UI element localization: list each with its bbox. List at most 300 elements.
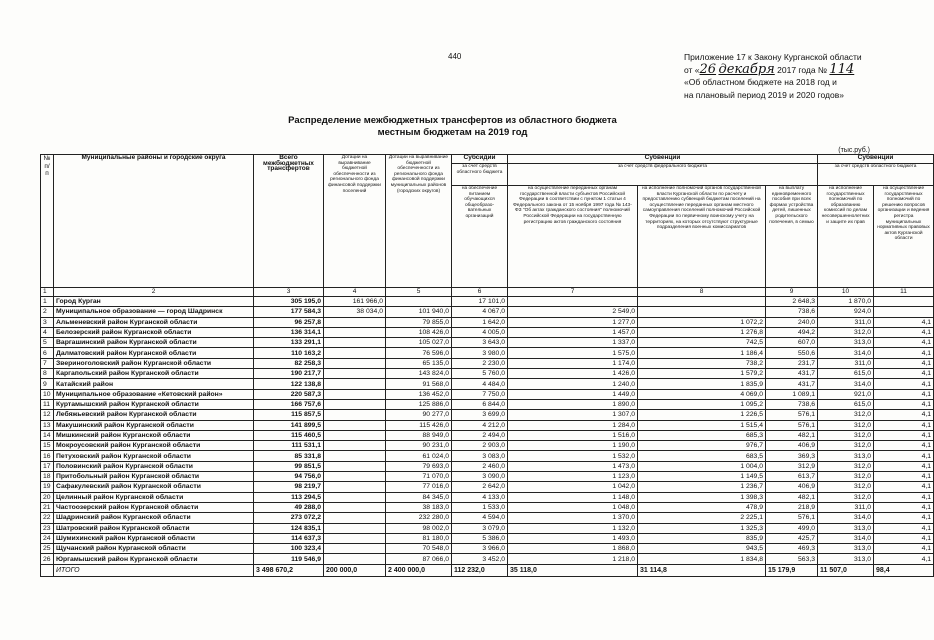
row-value-c11 [874, 297, 934, 307]
row-value-c7: 1 240,0 [508, 379, 638, 389]
header-grant-districts: Дотации на выравнивание бюджетной обеспеченности из регионального фонда финансовой поддержки муниципальных районов (городских округов) [386, 155, 452, 288]
row-value-c10: 312,0 [818, 472, 874, 482]
row-number: 7 [41, 358, 54, 368]
row-value-c5: 88 949,0 [386, 430, 452, 440]
row-value-c11: 4,1 [874, 389, 934, 399]
table-row [41, 420, 934, 430]
row-value-c9: 406,9 [766, 482, 818, 492]
table-row [41, 297, 934, 307]
row-value-c11: 4,1 [874, 533, 934, 543]
row-value-c8: 1 186,4 [638, 348, 766, 358]
row-value-c3: 110 163,2 [254, 348, 324, 358]
row-value-c11: 4,1 [874, 369, 934, 379]
row-municipality: Половинский район Курганской области [54, 461, 254, 471]
row-value-c3: 133 291,1 [254, 338, 324, 348]
row-value-c5: 232 280,0 [386, 513, 452, 523]
row-value-c3: 98 219,7 [254, 482, 324, 492]
row-value-c3: 85 331,8 [254, 451, 324, 461]
page-number: 440 [448, 52, 462, 61]
row-value-c7: 1 493,0 [508, 533, 638, 543]
row-value-c11: 4,1 [874, 544, 934, 554]
row-value-c10: 312,0 [818, 441, 874, 451]
row-value-c6: 4 067,0 [452, 307, 508, 317]
row-value-c8: 976,7 [638, 441, 766, 451]
table-row [41, 523, 934, 533]
row-value-c3: 305 195,0 [254, 297, 324, 307]
row-number: 23 [41, 523, 54, 533]
row-value-c5: 91 568,0 [386, 379, 452, 389]
row-value-c6: 4 594,0 [452, 513, 508, 523]
table-row [41, 399, 934, 409]
table-row [41, 544, 934, 554]
row-value-c11: 4,1 [874, 441, 934, 451]
row-value-c3: 122 138,8 [254, 379, 324, 389]
row-value-c7: 1 042,0 [508, 482, 638, 492]
row-value-c10: 615,0 [818, 369, 874, 379]
header-subsidies: Субсидии [452, 155, 508, 164]
row-value-c7: 1 190,0 [508, 441, 638, 451]
row-value-c10: 311,0 [818, 358, 874, 368]
row-value-c4 [324, 482, 386, 492]
row-value-c4 [324, 399, 386, 409]
row-value-c5: 79 693,0 [386, 461, 452, 471]
column-number: 5 [386, 288, 452, 297]
column-number-row [41, 288, 934, 297]
annex-header [684, 51, 862, 101]
column-number: 1 [41, 288, 54, 297]
column-number: 8 [638, 288, 766, 297]
row-value-c8: 4 069,0 [638, 389, 766, 399]
row-value-c4 [324, 379, 386, 389]
total-c10: 11 507,0 [818, 564, 874, 576]
row-value-c9: 240,0 [766, 317, 818, 327]
header-name: Муниципальные районы и городские округа [54, 155, 254, 288]
row-value-c8: 1 834,8 [638, 554, 766, 564]
table-row [41, 441, 934, 451]
row-value-c11: 4,1 [874, 317, 934, 327]
title-line2: местным бюджетам на 2019 год [377, 127, 528, 138]
row-value-c5: 115 426,0 [386, 420, 452, 430]
row-value-c6: 2 494,0 [452, 430, 508, 440]
column-number: 10 [818, 288, 874, 297]
row-value-c10: 313,0 [818, 338, 874, 348]
row-value-c11: 4,1 [874, 379, 934, 389]
row-value-c3: 115 857,5 [254, 410, 324, 420]
row-number: 26 [41, 554, 54, 564]
row-municipality: Юргамышский район Курганской области [54, 554, 254, 564]
table-row [41, 307, 934, 317]
row-value-c9: 738,6 [766, 399, 818, 409]
row-value-c10: 312,0 [818, 410, 874, 420]
row-value-c6: 2 460,0 [452, 461, 508, 471]
row-value-c4 [324, 369, 386, 379]
header-col6: на обеспечение питанием обучающихся общеобразо-вательных организаций [452, 186, 508, 288]
row-value-c4 [324, 461, 386, 471]
row-value-c6: 4 133,0 [452, 492, 508, 502]
row-value-c3: 190 217,7 [254, 369, 324, 379]
row-value-c3: 111 531,1 [254, 441, 324, 451]
row-value-c7: 1 174,0 [508, 358, 638, 368]
transfers-table [40, 154, 934, 577]
row-value-c5: 77 016,0 [386, 482, 452, 492]
row-number: 17 [41, 461, 54, 471]
table-row [41, 389, 934, 399]
row-value-c10: 314,0 [818, 379, 874, 389]
row-value-c5: 143 824,0 [386, 369, 452, 379]
row-value-c11: 4,1 [874, 327, 934, 337]
row-value-c4 [324, 492, 386, 502]
row-value-c3: 177 584,3 [254, 307, 324, 317]
row-value-c5: 76 596,0 [386, 348, 452, 358]
row-value-c9: 576,1 [766, 513, 818, 523]
annex-line2 [684, 61, 862, 77]
row-municipality: Шатровский район Курганской области [54, 523, 254, 533]
row-value-c6: 4 484,0 [452, 379, 508, 389]
row-value-c3: 113 294,5 [254, 492, 324, 502]
header-col9: на выплату единовременного пособия при всех формах устройства детей, лишенных родительского попечения, в семью [766, 186, 818, 288]
row-value-c10: 615,0 [818, 399, 874, 409]
row-value-c10: 921,0 [818, 389, 874, 399]
row-municipality: Сафакулевский район Курганской области [54, 482, 254, 492]
row-value-c7: 1 284,0 [508, 420, 638, 430]
annex-date-prefix: от « [684, 64, 700, 75]
row-value-c7: 1 370,0 [508, 513, 638, 523]
row-value-c3: 220 587,3 [254, 389, 324, 399]
header-subventions-regional-source: за счет средств областного бюджета [818, 164, 934, 186]
row-value-c11: 4,1 [874, 554, 934, 564]
row-municipality: Варгашинский район Курганской области [54, 338, 254, 348]
row-value-c3: 124 835,1 [254, 523, 324, 533]
row-value-c3: 166 757,6 [254, 399, 324, 409]
row-value-c11: 4,1 [874, 472, 934, 482]
row-municipality: Щучанский район Курганской области [54, 544, 254, 554]
row-number: 12 [41, 410, 54, 420]
header-col11: на осуществление государственных полномочий по решению вопросов организации и ведения регистра муниципальных нормативных правовых актов Курганской области [874, 186, 934, 288]
column-number: 11 [874, 288, 934, 297]
row-value-c8: 1 515,4 [638, 420, 766, 430]
row-value-c11: 4,1 [874, 513, 934, 523]
row-value-c4 [324, 472, 386, 482]
row-municipality: Мишкинский район Курганской области [54, 430, 254, 440]
row-value-c4 [324, 317, 386, 327]
row-value-c6: 3 083,0 [452, 451, 508, 461]
row-value-c4 [324, 420, 386, 430]
row-value-c8: 943,5 [638, 544, 766, 554]
annex-law-number: 114 [829, 61, 855, 77]
row-value-c9: 550,6 [766, 348, 818, 358]
row-value-c4 [324, 389, 386, 399]
total-c6: 112 232,0 [452, 564, 508, 576]
row-value-c10: 312,0 [818, 461, 874, 471]
column-number: 6 [452, 288, 508, 297]
row-value-c11: 4,1 [874, 482, 934, 492]
row-value-c5: 87 066,0 [386, 554, 452, 564]
column-number: 9 [766, 288, 818, 297]
row-number: 20 [41, 492, 54, 502]
row-value-c10: 312,0 [818, 482, 874, 492]
row-municipality: Звериноголовский район Курганской области [54, 358, 254, 368]
row-value-c8: 478,9 [638, 502, 766, 512]
header-subsidies-source: за счет средств областного бюджета [452, 164, 508, 186]
header-col8: на исполнение полномочий органов государственной власти Курганской области по расчету и предоставлению субвенций бюджетам поселений на осуществление переданных органам местного самоуправления поселений полномочий Российской Федерации по первичному воинскому учету на территориях, на которых отсутствуют структурные подразделения военных комиссариатов [638, 186, 766, 288]
row-municipality: Муниципальное образование — город Шадринск [54, 307, 254, 317]
row-value-c10: 314,0 [818, 533, 874, 543]
row-number: 6 [41, 348, 54, 358]
column-number: 7 [508, 288, 638, 297]
total-c5: 2 400 000,0 [386, 564, 452, 576]
total-c9: 15 179,9 [766, 564, 818, 576]
row-value-c11: 4,1 [874, 502, 934, 512]
row-value-c5: 90 277,0 [386, 410, 452, 420]
row-value-c8: 1 325,3 [638, 523, 766, 533]
row-value-c5: 65 135,0 [386, 358, 452, 368]
annex-month: декабря [718, 61, 775, 77]
row-value-c3: 100 323,4 [254, 544, 324, 554]
row-value-c4 [324, 533, 386, 543]
row-municipality: Шумихинский район Курганской области [54, 533, 254, 543]
row-value-c8: 683,5 [638, 451, 766, 461]
table-row [41, 338, 934, 348]
row-municipality: Каргапольский район Курганской области [54, 369, 254, 379]
row-value-c4 [324, 502, 386, 512]
row-value-c9: 738,6 [766, 307, 818, 317]
row-value-c8: 1 236,7 [638, 482, 766, 492]
row-value-c10: 314,0 [818, 513, 874, 523]
row-value-c7: 1 132,0 [508, 523, 638, 533]
row-value-c6: 3 079,0 [452, 523, 508, 533]
row-value-c5: 136 452,0 [386, 389, 452, 399]
row-value-c4: 38 034,0 [324, 307, 386, 317]
row-number: 16 [41, 451, 54, 461]
table-row [41, 554, 934, 564]
row-value-c8: 835,9 [638, 533, 766, 543]
row-value-c7: 1 532,0 [508, 451, 638, 461]
row-value-c5: 70 548,0 [386, 544, 452, 554]
table-row [41, 327, 934, 337]
row-value-c9: 431,7 [766, 369, 818, 379]
row-value-c7: 2 549,0 [508, 307, 638, 317]
row-value-c6: 4 212,0 [452, 420, 508, 430]
row-value-c10: 313,0 [818, 451, 874, 461]
annex-line3: «Об областном бюджете на 2018 год и [684, 77, 837, 87]
table-row [41, 461, 934, 471]
row-value-c3: 141 899,5 [254, 420, 324, 430]
total-c3: 3 498 670,2 [254, 564, 324, 576]
header-grant-settlements: Дотации на выравнивание бюджетной обеспеченности из регионального фонда финансовой поддержки поселений [324, 155, 386, 288]
row-value-c4 [324, 441, 386, 451]
row-value-c5: 105 027,0 [386, 338, 452, 348]
row-value-c11: 4,1 [874, 461, 934, 471]
row-value-c8: 1 004,0 [638, 461, 766, 471]
row-value-c9: 431,7 [766, 379, 818, 389]
row-value-c9: 2 648,3 [766, 297, 818, 307]
row-value-c3: 119 546,9 [254, 554, 324, 564]
row-value-c3: 82 258,3 [254, 358, 324, 368]
row-value-c3: 94 756,0 [254, 472, 324, 482]
row-number: 9 [41, 379, 54, 389]
row-municipality: Альменевский район Курганской области [54, 317, 254, 327]
row-value-c9: 369,3 [766, 451, 818, 461]
row-value-c5: 61 024,0 [386, 451, 452, 461]
row-value-c8: 1 398,3 [638, 492, 766, 502]
row-value-c11: 4,1 [874, 338, 934, 348]
row-number: 5 [41, 338, 54, 348]
row-number: 10 [41, 389, 54, 399]
row-number: 13 [41, 420, 54, 430]
row-value-c4 [324, 327, 386, 337]
row-value-c6: 3 643,0 [452, 338, 508, 348]
row-value-c7: 1 307,0 [508, 410, 638, 420]
document-title [0, 115, 905, 139]
row-value-c9: 494,2 [766, 327, 818, 337]
column-number: 4 [324, 288, 386, 297]
row-value-c6: 2 903,0 [452, 441, 508, 451]
row-value-c3: 49 288,0 [254, 502, 324, 512]
units-label: (тыс.руб.) [838, 147, 870, 154]
row-value-c6: 6 844,0 [452, 399, 508, 409]
row-value-c8 [638, 307, 766, 317]
row-value-c10: 312,0 [818, 327, 874, 337]
row-value-c6: 1 642,0 [452, 317, 508, 327]
row-number: 2 [41, 307, 54, 317]
table-row [41, 492, 934, 502]
row-value-c7: 1 337,0 [508, 338, 638, 348]
row-municipality: Муниципальное образование «Кетовский район» [54, 389, 254, 399]
row-value-c7: 1 426,0 [508, 369, 638, 379]
row-number: 25 [41, 544, 54, 554]
row-value-c8: 1 276,8 [638, 327, 766, 337]
row-value-c5: 79 855,0 [386, 317, 452, 327]
row-number: 11 [41, 399, 54, 409]
header-num: № п/п [41, 155, 54, 288]
total-row [41, 564, 934, 576]
row-value-c8: 2 225,1 [638, 513, 766, 523]
row-value-c10: 312,0 [818, 420, 874, 430]
table-row [41, 513, 934, 523]
row-number: 14 [41, 430, 54, 440]
annex-day: 26 [699, 61, 717, 77]
row-municipality: Частоозерский район Курганской области [54, 502, 254, 512]
row-value-c5: 98 002,0 [386, 523, 452, 533]
row-municipality: Целинный район Курганской области [54, 492, 254, 502]
row-number: 18 [41, 472, 54, 482]
row-municipality: Петуховский район Курганской области [54, 451, 254, 461]
row-municipality: Белозерский район Курганской области [54, 327, 254, 337]
row-municipality: Притобольный район Курганской области [54, 472, 254, 482]
header-subventions-federal: Субвенции [508, 155, 818, 164]
table-row [41, 502, 934, 512]
title-line1: Распределение межбюджетных трансфертов из областного бюджета [288, 115, 617, 126]
row-value-c9: 425,7 [766, 533, 818, 543]
row-value-c7: 1 277,0 [508, 317, 638, 327]
row-value-c11: 4,1 [874, 451, 934, 461]
row-value-c9: 482,1 [766, 492, 818, 502]
header-col10: на исполнение государственных полномочий по образованию комиссий по делам несовершеннолетних и защите их прав [818, 186, 874, 288]
row-value-c9: 1 089,1 [766, 389, 818, 399]
row-number: 1 [41, 297, 54, 307]
row-value-c6: 3 090,0 [452, 472, 508, 482]
row-value-c6: 3 980,0 [452, 348, 508, 358]
row-value-c7: 1 218,0 [508, 554, 638, 564]
table-row [41, 358, 934, 368]
row-value-c5: 108 426,0 [386, 327, 452, 337]
header-total: Всего межбюджетных трансфертов [254, 155, 324, 288]
row-value-c10: 924,0 [818, 307, 874, 317]
row-value-c8: 1 835,9 [638, 379, 766, 389]
table-row [41, 410, 934, 420]
row-value-c9: 576,1 [766, 410, 818, 420]
row-value-c7: 1 048,0 [508, 502, 638, 512]
row-value-c7 [508, 297, 638, 307]
row-value-c6: 17 101,0 [452, 297, 508, 307]
row-value-c5: 90 231,0 [386, 441, 452, 451]
row-value-c10: 311,0 [818, 317, 874, 327]
row-value-c7: 1 868,0 [508, 544, 638, 554]
row-municipality: Мокроусовский район Курганской области [54, 441, 254, 451]
row-value-c5: 101 940,0 [386, 307, 452, 317]
row-value-c3: 96 257,8 [254, 317, 324, 327]
row-value-c9: 563,3 [766, 554, 818, 564]
row-value-c5: 71 070,0 [386, 472, 452, 482]
row-value-c3: 273 072,2 [254, 513, 324, 523]
row-value-c7: 1 516,0 [508, 430, 638, 440]
row-value-c8: 742,5 [638, 338, 766, 348]
row-value-c5: 38 183,0 [386, 502, 452, 512]
row-value-c7: 1 148,0 [508, 492, 638, 502]
row-value-c9: 482,1 [766, 430, 818, 440]
table-row [41, 472, 934, 482]
row-value-c10: 1 870,0 [818, 297, 874, 307]
row-value-c4: 161 966,0 [324, 297, 386, 307]
row-value-c6: 3 966,0 [452, 544, 508, 554]
row-value-c8: 738,2 [638, 358, 766, 368]
annex-year: 2017 года № [777, 64, 828, 75]
row-municipality: Шадринский район Курганской области [54, 513, 254, 523]
table-row [41, 451, 934, 461]
row-value-c7: 1 473,0 [508, 461, 638, 471]
annex-line1: Приложение 17 к Закону Курганской области [684, 52, 862, 62]
row-value-c7: 1 575,0 [508, 348, 638, 358]
row-value-c8: 685,3 [638, 430, 766, 440]
table-row [41, 482, 934, 492]
row-value-c6: 2 642,0 [452, 482, 508, 492]
row-value-c4 [324, 451, 386, 461]
row-value-c9: 406,9 [766, 441, 818, 451]
header-subventions-federal-source: за счет средств федерального бюджета [508, 164, 818, 186]
row-number: 19 [41, 482, 54, 492]
row-number: 21 [41, 502, 54, 512]
row-value-c4 [324, 348, 386, 358]
row-value-c8: 1 226,5 [638, 410, 766, 420]
row-value-c5: 125 886,0 [386, 399, 452, 409]
table-row [41, 317, 934, 327]
row-value-c8: 1 072,2 [638, 317, 766, 327]
annex-line4: на плановый период 2019 и 2020 годов» [684, 89, 844, 100]
total-c7: 35 118,0 [508, 564, 638, 576]
table-row [41, 348, 934, 358]
total-c8: 31 114,8 [638, 564, 766, 576]
row-value-c6: 7 750,0 [452, 389, 508, 399]
row-value-c4 [324, 338, 386, 348]
row-value-c8: 1 579,2 [638, 369, 766, 379]
row-number: 4 [41, 327, 54, 337]
row-value-c9: 576,1 [766, 420, 818, 430]
row-value-c10: 314,0 [818, 348, 874, 358]
row-number: 22 [41, 513, 54, 523]
table-row [41, 369, 934, 379]
total-label: ИТОГО [54, 564, 254, 576]
total-num [41, 564, 54, 576]
